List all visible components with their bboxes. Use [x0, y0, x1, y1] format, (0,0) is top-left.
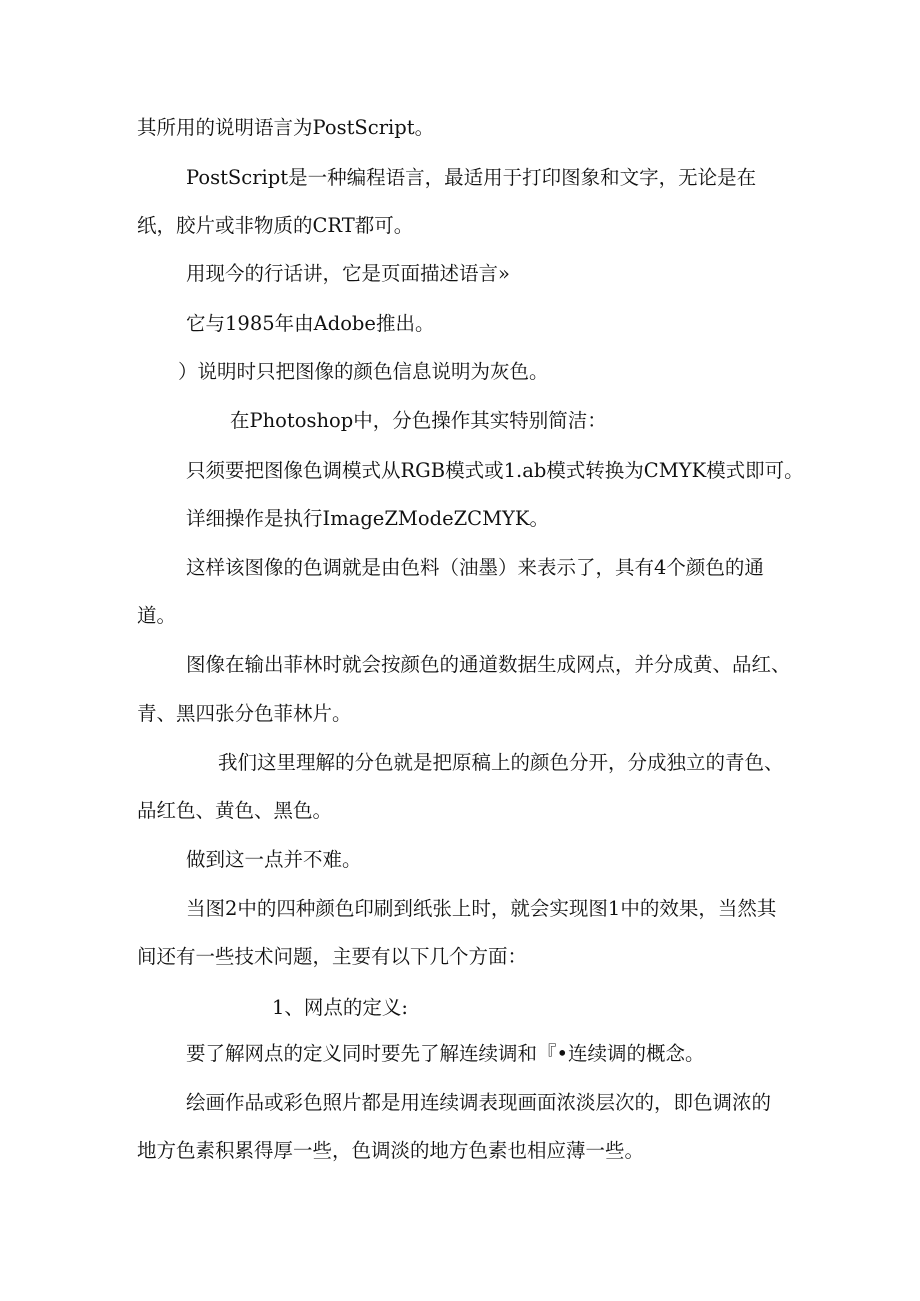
- text-line: 它与1985年由Adobe推出。: [186, 312, 435, 335]
- text-line: 道。: [137, 604, 177, 627]
- text-line: 绘画作品或彩色照片都是用连续调表现画面浓淡层次的，即色调浓的: [186, 1091, 772, 1114]
- text-line: 图像在输出菲林时就会按颜色的通道数据生成网点，并分成黄、品红、: [186, 653, 791, 676]
- text-line: 地方色素积累得厚一些，色调淡的地方色素也相应薄一些。: [137, 1139, 645, 1162]
- text-line: 这样该图像的色调就是由色料（油墨）来表示了，具有4个颜色的通: [186, 556, 764, 579]
- text-line: 做到这一点并不难。: [186, 848, 362, 871]
- text-line: 用现今的行话讲，它是页面描述语言»: [186, 262, 510, 285]
- text-line: 要了解网点的定义同时要先了解连续调和『•连续调的概念。: [186, 1042, 705, 1065]
- text-line: 纸，胶片或非物质的CRT都可。: [137, 214, 414, 237]
- text-line: PostScript是一种编程语言，最适用于打印图象和文字，无论是在: [186, 166, 757, 189]
- text-line: 当图2中的四种颜色印刷到纸张上时，就会实现图1中的效果，当然其: [186, 897, 777, 920]
- text-line: ）说明时只把图像的颜色信息说明为灰色。: [178, 360, 549, 383]
- text-line: 我们这里理解的分色就是把原稿上的颜色分开，分成独立的青色、: [218, 751, 784, 774]
- text-line: 只须要把图像色调模式从RGB模式或1.ab模式转换为CMYK模式即可。: [186, 459, 804, 482]
- text-line: 详细操作是执行ImageZModeZCMYK。: [186, 507, 549, 530]
- text-line: 其所用的说明语言为PostScript。: [137, 116, 435, 139]
- text-line: 1、网点的定义:: [272, 996, 408, 1019]
- text-line: 品红色、黄色、黑色。: [137, 799, 333, 822]
- text-line: 间还有一些技术问题，主要有以下几个方面：: [137, 945, 528, 968]
- text-line: 在Photoshop中，分色操作其实特别简洁：: [230, 409, 607, 432]
- text-line: 青、黑四张分色菲林片。: [137, 702, 352, 725]
